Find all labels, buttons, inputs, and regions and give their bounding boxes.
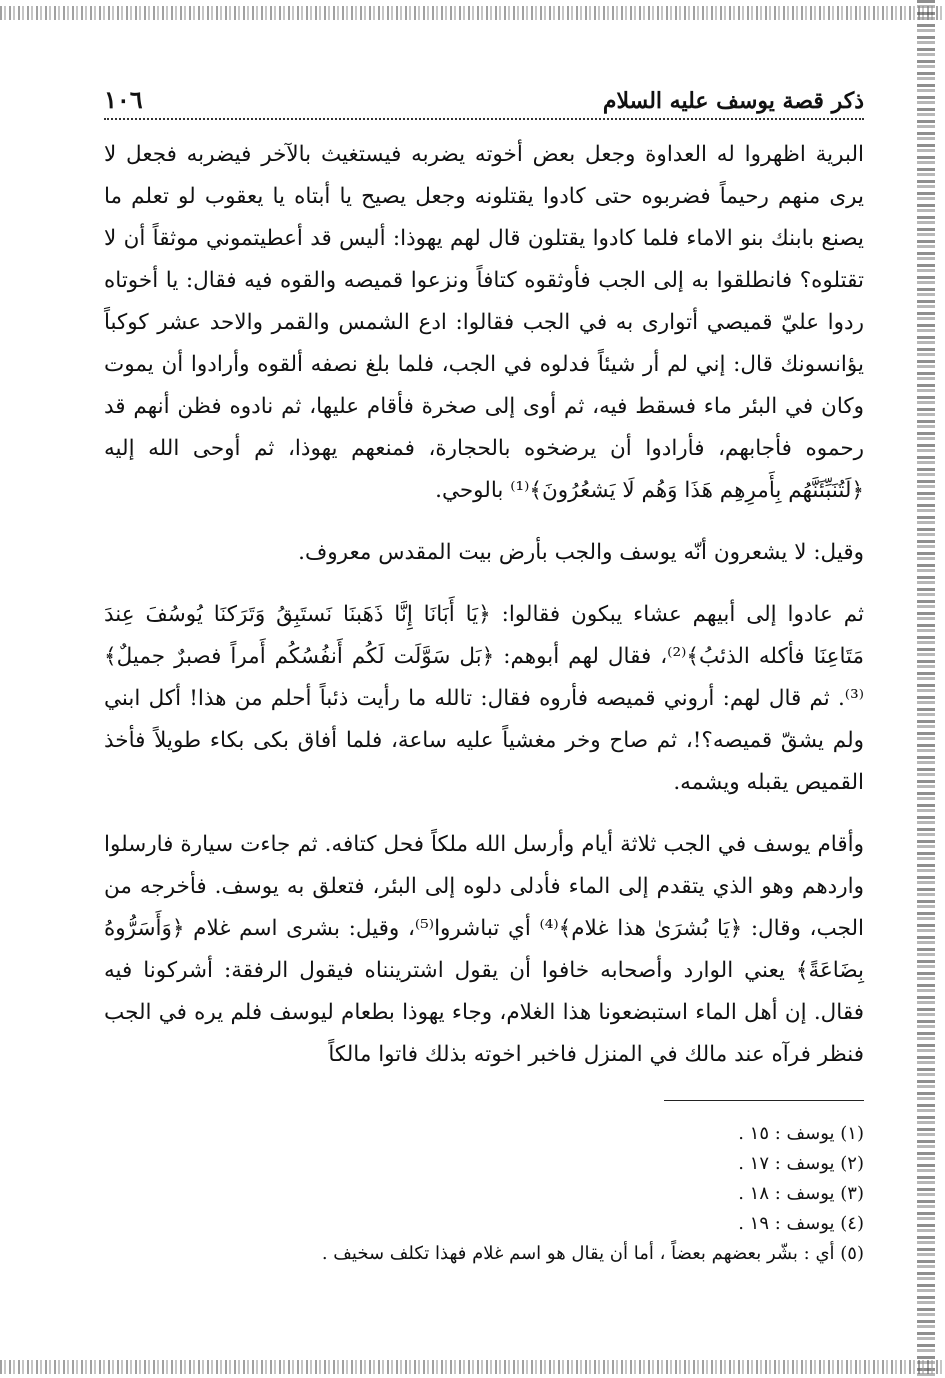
footnote-divider [664, 1100, 864, 1101]
footnote: (٢) يوسف : ١٧ . [738, 1153, 864, 1174]
page-header [104, 62, 864, 120]
footnote-list [104, 1119, 864, 1269]
paragraph: وأقام يوسف في الجب ثلاثة أيام وأرسل الله ملكاً فحل كتافه. ثم جاءت سيارة فارسلوا واردهم وهو الذي يتقدم إلى الماء فأدلى دلوه إلى البئر، فتعلق به يوسف. فأخرجه من الجب، وقال: ﴿يَا بُشرَىٰ هذا غلام﴾⁽⁴⁾ أي تباشروا⁽⁵⁾، وقيل: بشرى اسم غلام ﴿وَأَسَرُّوهُ بِضَاعَةً﴾ يعني الوارد وأصحابه خافوا أن يقول اشترينناه فيقول الرفقة: أشركونا فيه فقال. إن أهل الماء استبضعونا هذا الغلام، وجاء يهوذا بطعام ليوسف فلم يره في الجب فنظر فرآه عند مالك في المنزل فاخبر اخوته بذلك فاتوا مالكاً [104, 832, 864, 1067]
body-text [104, 134, 864, 1076]
footnote: (١) يوسف : ١٥ . [738, 1123, 864, 1144]
footnote: (٥) أي : بشّر بعضهم بعضاً ، أما أن يقال هو اسم غلام فهذا تكلف سخيف . [321, 1243, 864, 1264]
decorative-border-right [917, 0, 935, 1378]
decorative-border-top [0, 6, 945, 20]
footnote: (٤) يوسف : ١٩ . [738, 1213, 864, 1234]
page-number: ١٠٦ [104, 85, 143, 114]
book-page [104, 62, 864, 1076]
paragraph: البرية اظهروا له العداوة وجعل بعض أخوته يضربه فيستغيث بالآخر فيضربه فجعل لا يرى منهم رحيماً فضربوه حتى كادوا يقتلونه وجعل يصيح يا أبتاه يا يعقوب لو تعلم ما يصنع بابنك بنو الاماء فلما كادوا يقتلون قال لهم يهوذا: أليس قد أعطيتموني موثقاً أن لا تقتلوه؟ فانطلقوا به إلى الجب فأوثقوه كتافاً ونزعوا قميصه والقوه فيه فقال: يا أخوتاه ردوا عليّ قميصي أتوارى به في الجب فقالوا: ادع الشمس والقمر والاحد عشر كوكباً يؤانسونك قال: إني لم أر شيئاً فدلوه في الجب، فلما بلغ نصفه ألقوه وأرادوا أن يموت وكان في البئر ماء فسقط فيه، ثم أوى إلى صخرة فأقام عليها، ثم نادوه فظن أنهم قد رحموه فأجابهم، فأرادوا أن يرضخوه بالحجارة، فمنعهم يهوذا، ثم أوحى الله إليه ﴿لَتُنَبِّئَنَّهُم بِأَمرِهِم هَذَا وَهُم لَا يَشعُرُونَ﴾⁽¹⁾ بالوحي. [104, 142, 864, 503]
paragraph: وقيل: لا يشعرون أنّه يوسف والجب بأرض بيت المقدس معروف. [298, 540, 864, 565]
paragraph: ثم عادوا إلى أبيهم عشاء يبكون فقالوا: ﴿يَا أَبَانَا إِنَّا ذَهَبنَا نَستَبِقُ وَتَرَكنَا يُوسُفَ عِندَ مَتَاعِنَا فأكله الذئبُ﴾⁽²⁾، فقال لهم أبوهم: ﴿بَل سَوَّلَت لَكُم أَنفُسُكُم أَمراً فصبرٌ جميلٌ﴾⁽³⁾. ثم قال لهم: أروني قميصه فأروه فقال: تالله ما رأيت ذئباً أحلم من هذا! أكل ابني ولم يشقّ قميصه؟!، ثم صاح وخر مغشياً عليه ساعة، فلما أفاق بكى بكاء طويلاً فأخذ القميص يقبله ويشمه. [104, 602, 864, 795]
decorative-border-bottom [0, 1360, 945, 1374]
footnote: (٣) يوسف : ١٨ . [738, 1183, 864, 1204]
running-title: ذكر قصة يوسف عليه السلام [602, 88, 864, 114]
footnotes [104, 1100, 864, 1269]
